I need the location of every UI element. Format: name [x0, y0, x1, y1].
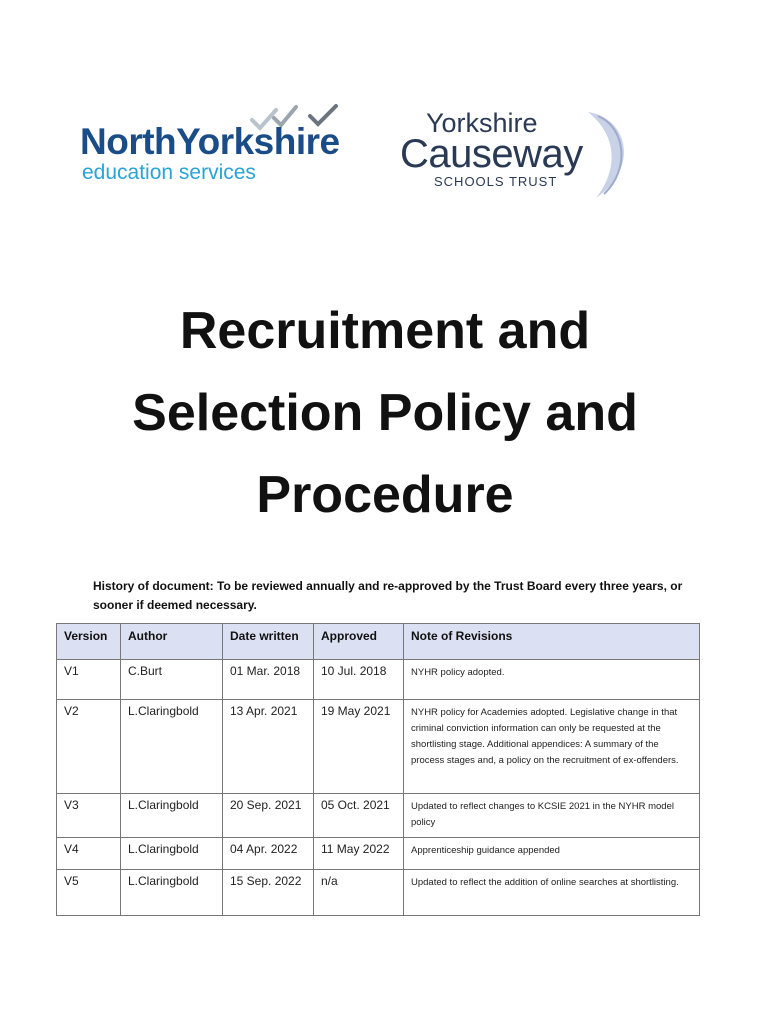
cell-approved: 19 May 2021	[314, 700, 404, 794]
cell-note: Updated to reflect changes to KCSIE 2021 in the NYHR model policy	[404, 794, 700, 838]
north-yorkshire-logo	[80, 104, 352, 188]
cell-version: V1	[57, 660, 121, 700]
cell-version: V4	[57, 838, 121, 870]
header-note: Note of Revisions	[404, 624, 700, 660]
cell-date-written: 13 Apr. 2021	[223, 700, 314, 794]
cell-note: NYHR policy adopted.	[404, 660, 700, 700]
table-row	[57, 794, 700, 838]
cell-version: V5	[57, 870, 121, 916]
cell-note: Apprenticeship guidance appended	[404, 838, 700, 870]
table-row	[57, 700, 700, 794]
cell-author: L.Claringbold	[121, 794, 223, 838]
cell-author: C.Burt	[121, 660, 223, 700]
cell-date-written: 01 Mar. 2018	[223, 660, 314, 700]
title-line-1: Recruitment and	[179, 302, 591, 360]
cell-author: L.Claringbold	[121, 838, 223, 870]
title-line-3: Procedure	[256, 466, 514, 524]
logo-tagline: education services	[82, 161, 256, 184]
cell-date-written: 04 Apr. 2022	[223, 838, 314, 870]
table-row	[57, 838, 700, 870]
logo-line2: Causeway	[400, 132, 583, 176]
table-row	[57, 870, 700, 916]
cell-approved: 11 May 2022	[314, 838, 404, 870]
header-approved: Approved	[314, 624, 404, 660]
history-note: History of document: To be reviewed annually and re-approved by the Trust Board every three years, or sooner if deemed necessary.	[93, 579, 683, 612]
table-header-row	[57, 624, 700, 660]
cell-version: V3	[57, 794, 121, 838]
cell-version: V2	[57, 700, 121, 794]
cell-date-written: 15 Sep. 2022	[223, 870, 314, 916]
document-title	[0, 290, 770, 536]
cell-approved: 05 Oct. 2021	[314, 794, 404, 838]
header-version: Version	[57, 624, 121, 660]
cell-author: L.Claringbold	[121, 700, 223, 794]
yorkshire-causeway-logo	[398, 108, 636, 200]
cell-note: NYHR policy for Academies adopted. Legislative change in that criminal conviction information can only be requested at the shortlisting stage. Additional appendices: A summary of the process stages and, a policy on the recruitment of ex-offenders.	[404, 700, 700, 794]
cell-approved: 10 Jul. 2018	[314, 660, 404, 700]
logo-name: NorthYorkshire	[80, 121, 340, 162]
crescent-icon	[578, 108, 636, 200]
revision-table	[56, 623, 700, 916]
cell-author: L.Claringbold	[121, 870, 223, 916]
logo-line3: SCHOOLS TRUST	[434, 174, 558, 189]
logo-line1: Yorkshire	[426, 108, 538, 138]
cell-approved: n/a	[314, 870, 404, 916]
title-line-2: Selection Policy and	[132, 384, 638, 442]
header-date-written: Date written	[223, 624, 314, 660]
cell-date-written: 20 Sep. 2021	[223, 794, 314, 838]
header-author: Author	[121, 624, 223, 660]
cell-note: Updated to reflect the addition of online searches at shortlisting.	[404, 870, 700, 916]
table-row	[57, 660, 700, 700]
